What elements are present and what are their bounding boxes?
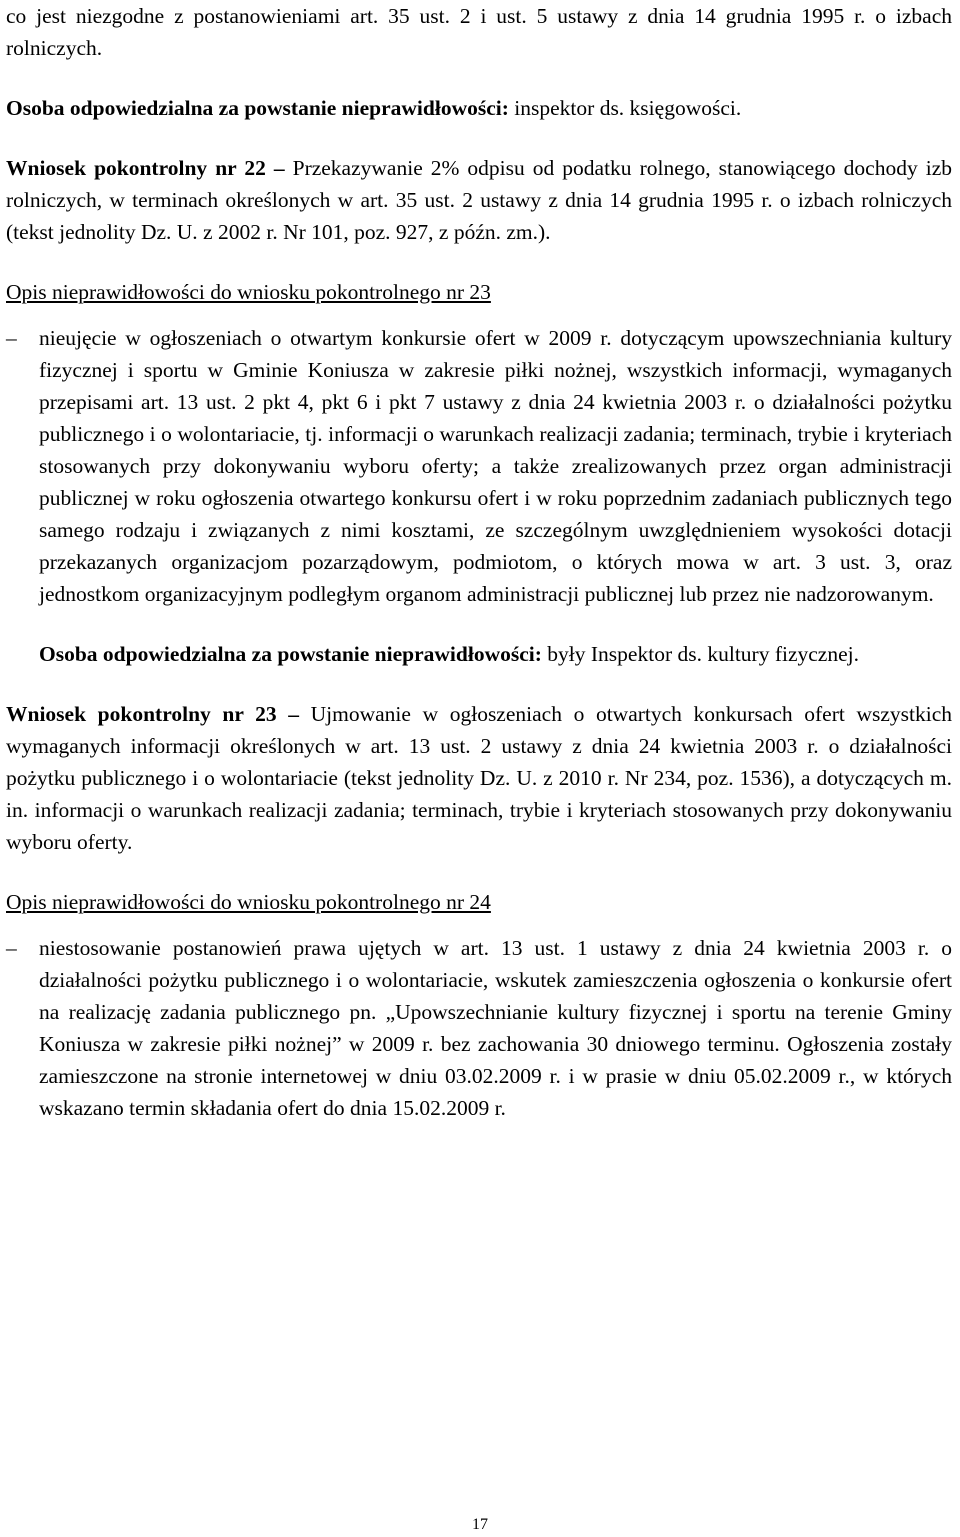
spacer — [6, 64, 952, 92]
irregularity-item-24 — [6, 932, 952, 1124]
irregularity-text: nieujęcie w ogłoszeniach o otwartym konkursie ofert w 2009 r. dotyczącym upowszechniania kultury fizycznej i sportu w Gminie Koniusza w zakresie piłki nożnej, wszystkich informacji, wymaganych przepisami art. 13 ust. 2 pkt 4, pkt 6 i pkt 7 ustawy z dnia 24 kwietnia 2003 r. o działalności pożytku publicznego i o wolontariacie, tj. informacji o warunkach realizacji zadania; terminach, trybie i kryteriach stosowanych przy dokonywaniu wyboru oferty; a także zrealizowanych przez organ administracji publicznej w roku ogłoszenia otwartego konkursu ofert i w roku poprzednim zadaniach publicznych tego samego rodzaju i związanych z nimi kosztami, ze szczególnym uwzględnieniem wysokości dotacji przekazanych organizacjom pozarządowym, podmiotom, o których mowa w art. 3 ust. 3, oraz jednostkom organizacyjnym podległym organom administracji publicznej lub przez nie nadzorowanym. — [39, 326, 952, 606]
responsible-person-2 — [6, 638, 952, 670]
irregularity-item-23 — [6, 322, 952, 610]
intro-paragraph: co jest niezgodne z postanowieniami art. 35 ust. 2 i ust. 5 ustawy z dnia 14 grudnia 1995 r. o izbach rolniczych. — [6, 4, 952, 60]
responsible-person-1 — [6, 92, 952, 124]
spacer — [6, 610, 952, 638]
recommendation-text: Ujmowanie w ogłoszeniach o otwartych konkursach ofert wszystkich wymaganych informacji określonych w art. 13 ust. 2 ustawy z dnia 24 kwietnia 2003 r. o działalności pożytku publicznego i o wolontariacie (tekst jednolity Dz. U. z 2010 r. Nr 234, poz. 1536), a dotyczących m. in. informacji o warunkach realizacji zadania; terminach, trybie i kryteriach stosowanych przy dokonywaniu wyboru oferty. — [6, 702, 953, 854]
spacer — [6, 858, 952, 886]
irregularity-heading-23: Opis nieprawidłowości do wniosku pokontrolnego nr 23 — [6, 280, 491, 304]
responsible-label: Osoba odpowiedzialna za powstanie nieprawidłowości: — [39, 642, 542, 666]
recommendation-dash: – — [288, 702, 300, 726]
spacer — [6, 918, 952, 932]
recommendation-23 — [6, 698, 952, 858]
bullet-dash: – — [6, 326, 17, 350]
spacer — [6, 248, 952, 276]
responsible-value: inspektor ds. księgowości. — [514, 96, 742, 120]
irregularity-text: niestosowanie postanowień prawa ujętych w art. 13 ust. 1 ustawy z dnia 24 kwietnia 2003 r. o działalności pożytku publicznego i o wolontariacie, wskutek zamieszczenia ogłoszenia o konkursie ofert na realizację zadania publicznego pn. „Upowszechnianie kultury fizycznej i sportu na terenie Gminy Koniusza w zakresie piłki nożnej” w 2009 r. bez zachowania 30 dniowego terminu. Ogłoszenia zostały zamieszczone na stronie internetowej w dniu 03.02.2009 r. i w prasie w dniu 05.02.2009 r., w których wskazano termin składania ofert do dnia 15.02.2009 r. — [39, 936, 952, 1120]
bullet-dash: – — [6, 936, 17, 960]
document-page — [6, 0, 952, 1124]
spacer — [6, 670, 952, 698]
irregularity-heading-24: Opis nieprawidłowości do wniosku pokontrolnego nr 24 — [6, 890, 491, 914]
recommendation-22 — [6, 152, 952, 248]
responsible-value: były Inspektor ds. kultury fizycznej. — [547, 642, 859, 666]
recommendation-label: Wniosek pokontrolny nr 22 — [6, 156, 266, 180]
responsible-label: Osoba odpowiedzialna za powstanie nieprawidłowości: — [6, 96, 509, 120]
spacer — [6, 124, 952, 152]
recommendation-dash: – — [273, 156, 285, 180]
recommendation-text: Przekazywanie 2% odpisu od podatku rolnego, stanowiącego dochody izb rolniczych, w terminach określonych w art. 35 ust. 2 ustawy z dnia 14 grudnia 1995 r. o izbach rolniczych (tekst jednolity Dz. U. z 2002 r. Nr 101, poz. 927, z późn. zm.). — [6, 156, 952, 244]
page-number: 17 — [472, 1516, 488, 1533]
recommendation-label: Wniosek pokontrolny nr 23 — [6, 702, 277, 726]
spacer — [6, 308, 952, 322]
